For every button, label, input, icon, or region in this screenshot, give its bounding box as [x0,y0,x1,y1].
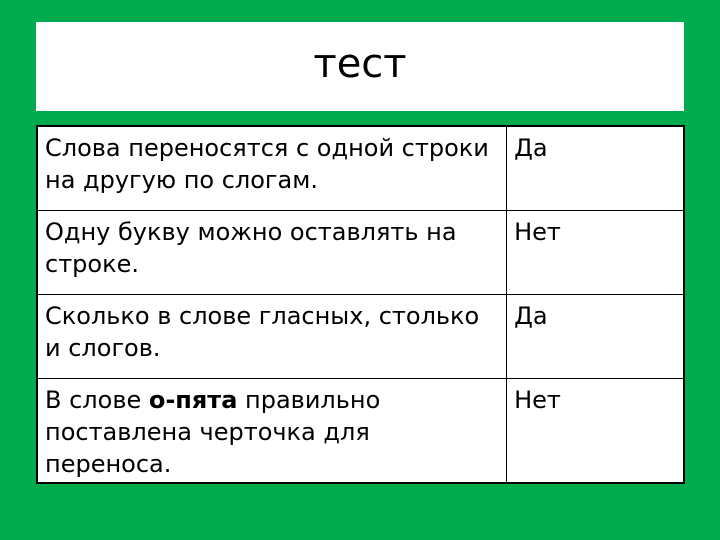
table-row [37,210,684,294]
slide-title: тест [313,40,407,87]
answer-cell: Да [507,126,684,210]
answer-cell: Да [507,294,684,378]
quiz-table [36,125,685,484]
answer-cell: Нет [507,378,684,483]
statement-cell: Одну букву можно оставлять на строке. [37,210,507,294]
statement-bold-word: о-пята [148,385,238,414]
slide-title-box [36,22,684,111]
statement-cell: Слова переносятся с одной строки на другую по слогам. [37,126,507,210]
statement-text-before: В слове [45,385,149,414]
statement-cell: Сколько в слове гласных, столько и слогов. [37,294,507,378]
table-row [37,378,684,483]
statement-cell [37,378,507,483]
answer-cell: Нет [507,210,684,294]
table-row [37,126,684,210]
statement-text-after: правильно поставлена черточка для переноса. [45,385,381,478]
table-row [37,294,684,378]
